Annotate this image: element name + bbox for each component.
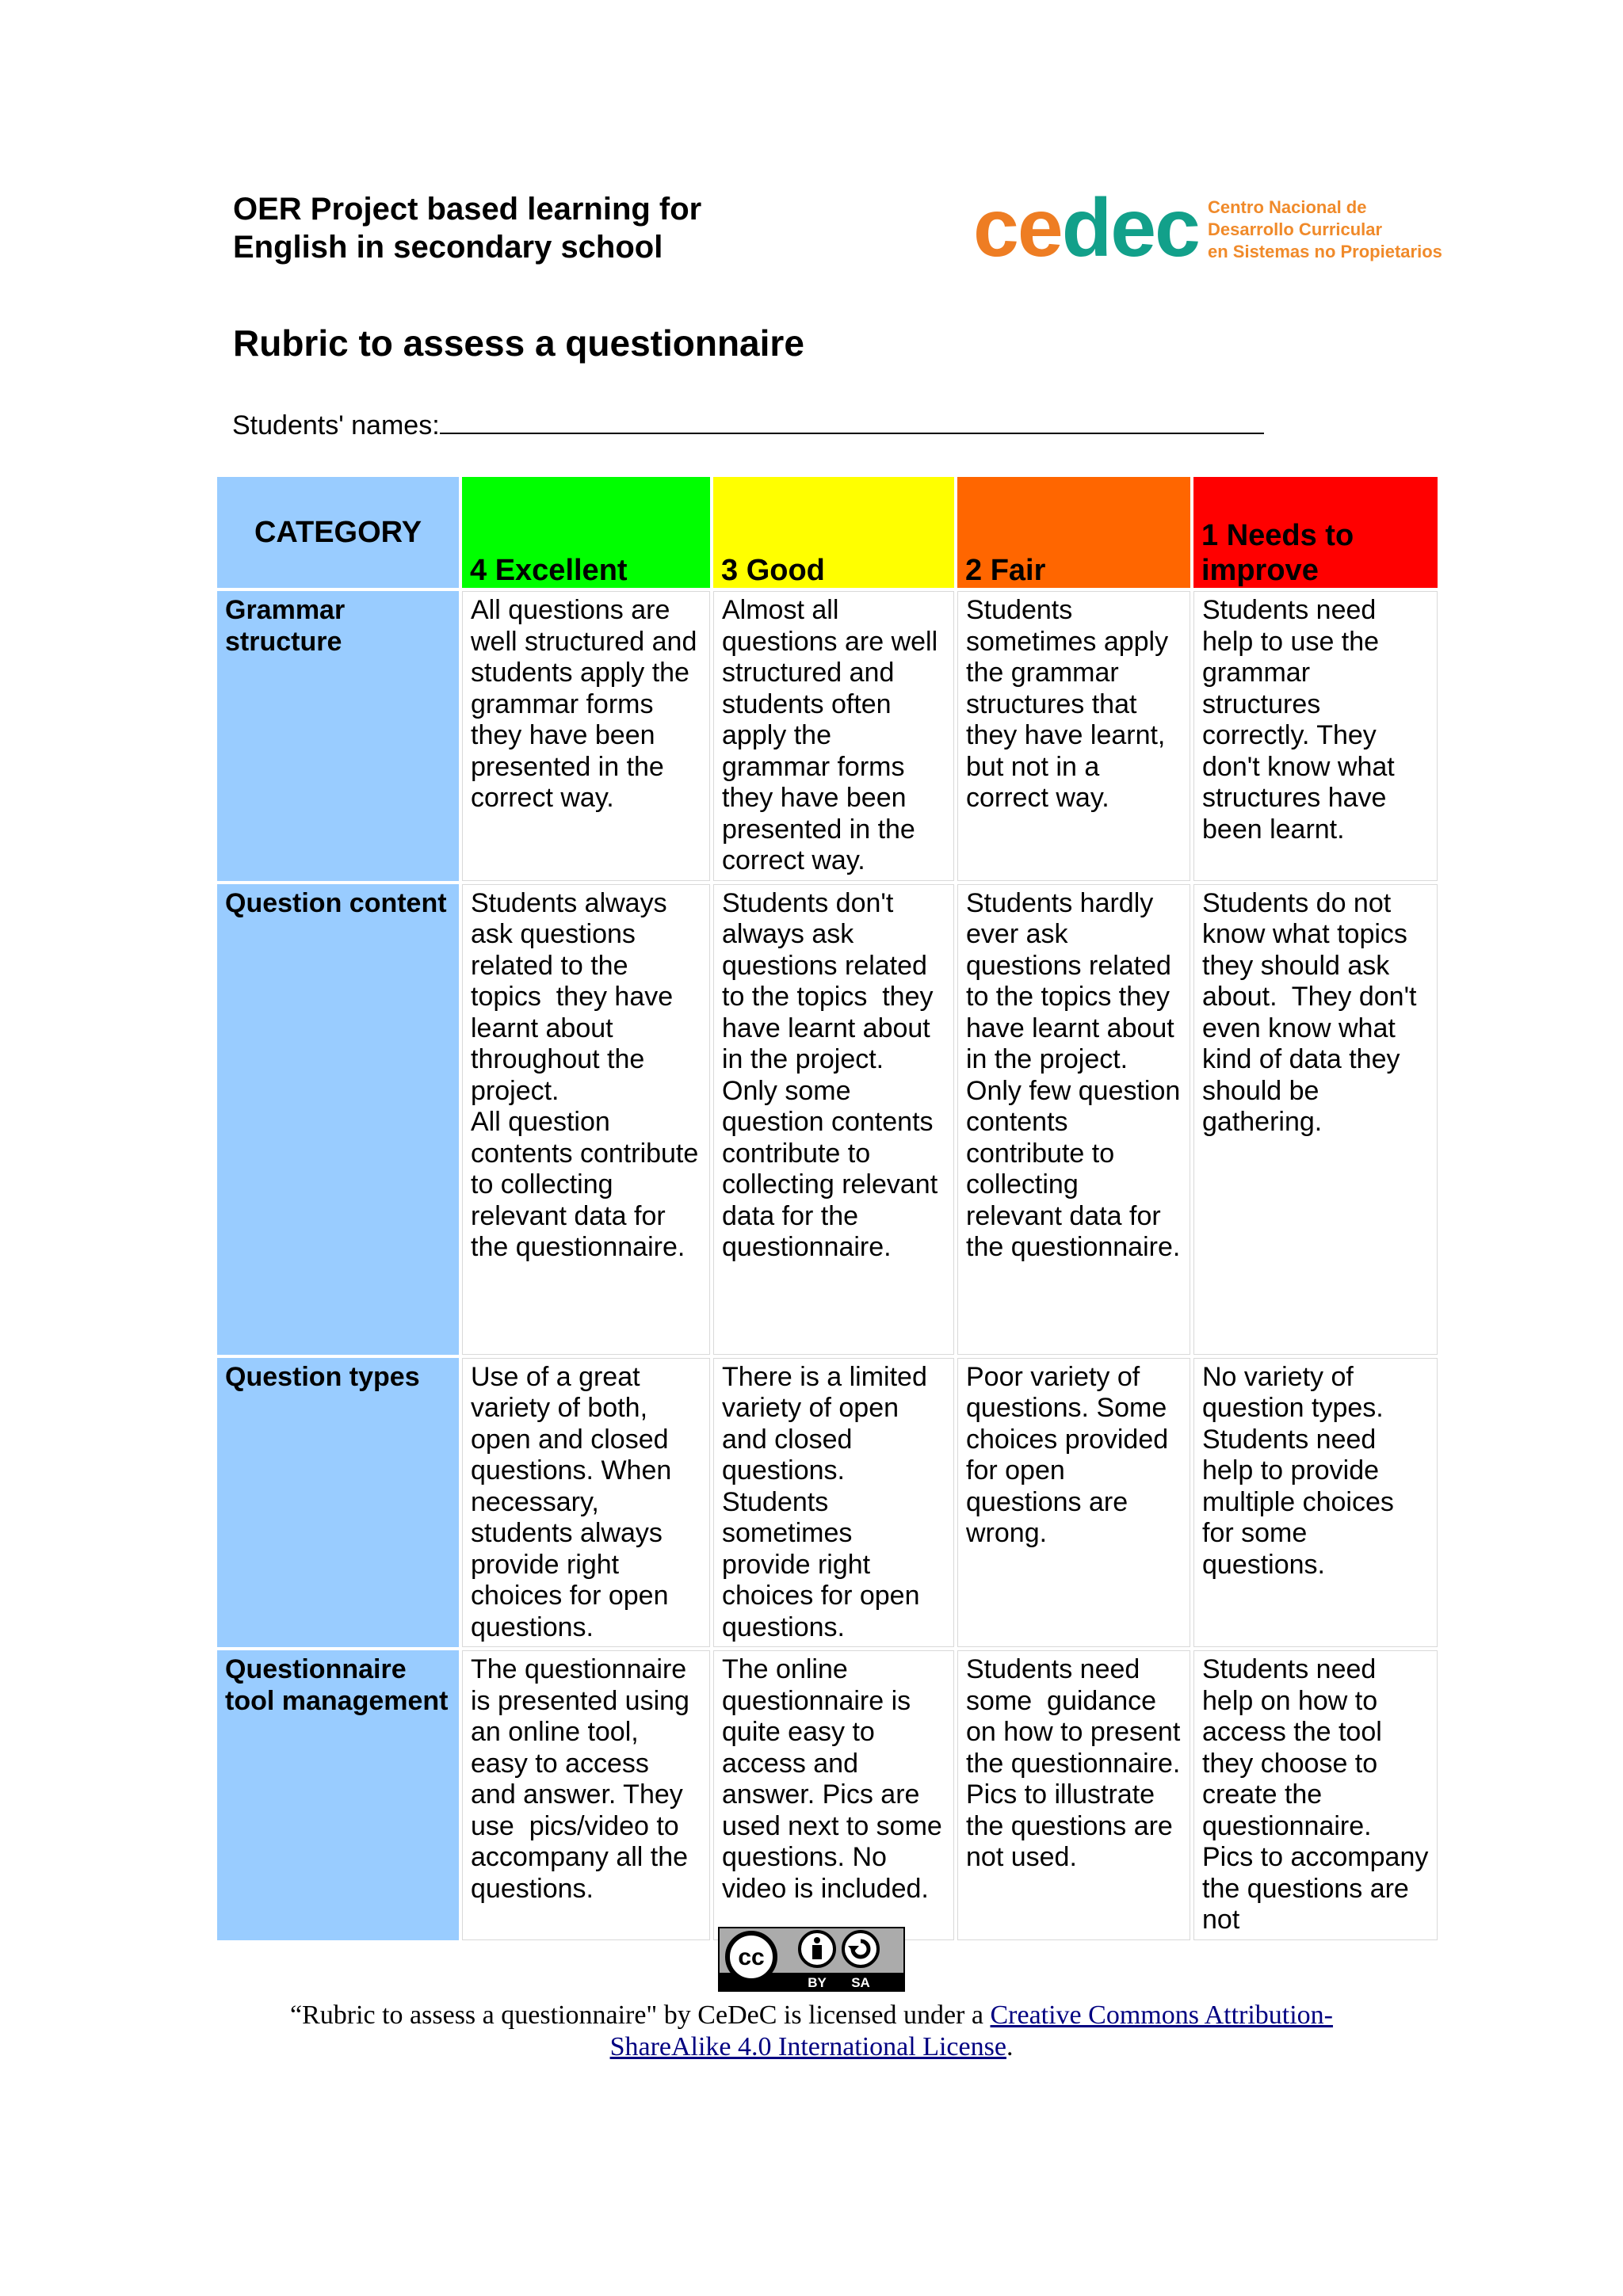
- svg-text:BY: BY: [808, 1975, 827, 1990]
- rubric-cell: Students need some guidance on how to present the questionnaire. Pics to illustrate the questions are not used.: [957, 1650, 1190, 1940]
- cc-by-sa-badge-icon[interactable]: [718, 1927, 905, 1992]
- project-title-line1: OER Project based learning for: [233, 192, 702, 227]
- rubric-cell: The online questionnaire is quite easy to access and answer. Pics are used next to some questions. No video is included.: [713, 1650, 954, 1940]
- rubric-cell: Students need help on how to access the tool they choose to create the questionnaire. Pics to accompany the questions are not: [1193, 1650, 1438, 1940]
- rubric-cell: Students don't always ask questions related to the topics they have learnt about in the project. Only some question contents contribute to collecting relevant data for the questionnaire.: [713, 884, 954, 1355]
- license-notice: [238, 2000, 1385, 2063]
- level-header: 2 Fair: [957, 477, 1190, 588]
- category-cell: Questionnaire tool management: [217, 1650, 459, 1940]
- level-header: 3 Good: [713, 477, 954, 588]
- students-names-row: [232, 404, 1264, 443]
- rubric-row: [217, 884, 1438, 1355]
- license-link[interactable]: Creative Commons Attribution-ShareAlike 4.0 International License: [609, 2000, 1334, 2061]
- rubric-cell: Almost all questions are well structured and students often apply the grammar forms they have been presented in the correct way.: [713, 591, 954, 881]
- svg-text:SA: SA: [851, 1975, 870, 1990]
- rubric-cell: Poor variety of questions. Some choices provided for open questions are wrong.: [957, 1358, 1190, 1648]
- rubric-cell: Students always ask questions related to the topics they have learnt about throughout the project. All question contents contribute to collecting relevant data for the questionnaire.: [462, 884, 710, 1355]
- category-header: CATEGORY: [217, 477, 459, 588]
- level-header: 1 Needs to improve: [1193, 477, 1438, 588]
- svg-text:cc: cc: [738, 1944, 765, 1970]
- rubric-cell: Students hardly ever ask questions related to the topics they have learnt about in the project. Only few question contents contribute to collecting relevant data for the questionnaire.: [957, 884, 1190, 1355]
- rubric-cell: The questionnaire is presented using an online tool, easy to access and answer. They use pics/video to accompany all the questions.: [462, 1650, 710, 1940]
- rubric-cell: All questions are well structured and students apply the grammar forms they have been presented in the correct way.: [462, 591, 710, 881]
- rubric-cell: There is a limited variety of open and closed questions. Students sometimes provide right choices for open questions.: [713, 1358, 954, 1648]
- rubric-row: [217, 1650, 1438, 1940]
- rubric-cell: Students sometimes apply the grammar structures that they have learnt, but not in a correct way.: [957, 591, 1190, 881]
- page-title: Rubric to assess a questionnaire: [233, 322, 804, 364]
- level-header: 4 Excellent: [462, 477, 710, 588]
- rubric-row: [217, 1358, 1438, 1648]
- rubric-cell: No variety of question types. Students need help to provide multiple choices for some questions.: [1193, 1358, 1438, 1648]
- category-cell: Question types: [217, 1358, 459, 1648]
- project-title: [233, 190, 701, 266]
- rubric-cell: Use of a great variety of both, open and closed questions. When necessary, students always provide right choices for open questions.: [462, 1358, 710, 1648]
- rubric-cell: Students do not know what topics they should ask about. They don't even know what kind of data they should be gathering.: [1193, 884, 1438, 1355]
- license-text: “Rubric to assess a questionnaire" by CeDeC is licensed under a: [289, 2000, 991, 2030]
- category-cell: Grammar structure: [217, 591, 459, 881]
- project-title-line2: English in secondary school: [233, 230, 663, 265]
- students-names-label: Students' names:: [232, 410, 440, 441]
- students-names-blank-line: [440, 404, 1264, 434]
- license-text-end: .: [1006, 2032, 1014, 2061]
- cedec-logo: [973, 182, 1449, 274]
- category-cell: Question content: [217, 884, 459, 1355]
- cedec-logo-subtitle: Centro Nacional de Desarrollo Curricular en Sistemas no Propietarios: [1208, 197, 1442, 261]
- cedec-logo-wordmark: cedec: [973, 182, 1199, 274]
- rubric-table: [214, 474, 1441, 1943]
- rubric-header-row: [217, 477, 1438, 588]
- rubric-row: [217, 591, 1438, 881]
- rubric-cell: Students need help to use the grammar structures correctly. They don't know what structures have been learnt.: [1193, 591, 1438, 881]
